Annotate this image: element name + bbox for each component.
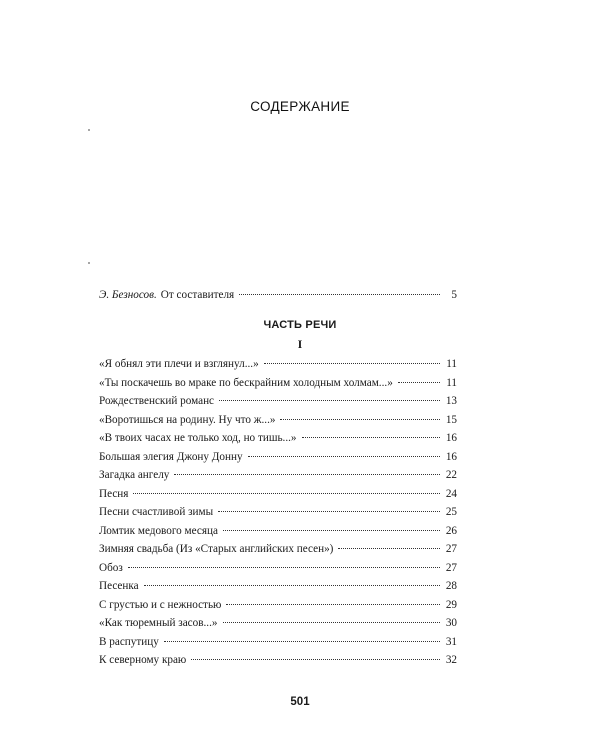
part-title: ЧАСТЬ РЕЧИ: [263, 319, 337, 331]
dot-leader: [128, 567, 440, 568]
section-number: I: [297, 337, 303, 351]
dot-leader: [226, 604, 440, 605]
toc-entry-title: Песенка: [99, 580, 139, 592]
dot-leader: [174, 474, 440, 475]
toc-entry-title: К северному краю: [99, 654, 187, 666]
toc-entry[interactable]: [99, 395, 457, 414]
toc-entry-title: Рождественский романс: [99, 395, 215, 407]
toc-entry-title: Обоз: [99, 561, 123, 574]
toc-entry-page: 30: [445, 617, 457, 629]
toc-entry-title: Ломтик медового месяца: [99, 524, 218, 537]
dot-leader: [191, 659, 440, 660]
toc-entry[interactable]: [99, 654, 457, 673]
toc-entry[interactable]: [99, 451, 457, 470]
toc-entry-title: «Я обнял эти плечи и взглянул...»: [99, 358, 259, 370]
toc-entry-title: Зимняя свадьба (Из «Старых английских песен»): [99, 543, 334, 555]
dot-leader: [223, 622, 441, 623]
toc-entry[interactable]: [99, 377, 457, 396]
toc-entry-page: 32: [445, 654, 457, 666]
toc-entry[interactable]: [99, 469, 457, 488]
toc-entry-title: С грустью и с нежностью: [99, 598, 222, 611]
toc-entry-page: 15: [445, 413, 457, 426]
scan-artifact: [88, 262, 90, 264]
toc-entry-page: 26: [445, 524, 457, 537]
dot-leader: [133, 493, 440, 494]
toc-entry-page: 27: [445, 543, 457, 555]
dot-leader: [280, 419, 440, 420]
toc-entry[interactable]: [99, 488, 457, 507]
toc-entry[interactable]: [99, 414, 457, 433]
toc-entry-title: «В твоих часах не только ход, но тишь...»: [99, 432, 297, 444]
toc-entry[interactable]: [99, 617, 457, 636]
toc-entry-title: «Воротишься на родину. Ну что ж...»: [99, 413, 276, 426]
toc-entry-title: Загадка ангелу: [99, 469, 170, 481]
dot-leader: [398, 382, 440, 383]
toc-entry[interactable]: [99, 358, 457, 377]
toc-entry-title: Большая элегия Джону Донну: [99, 450, 243, 463]
toc-entry[interactable]: [99, 506, 457, 525]
toc-entry-page: 22: [445, 469, 457, 481]
dot-leader: [302, 437, 440, 438]
toc-entry[interactable]: [99, 562, 457, 581]
toc-entry-page: 13: [445, 395, 457, 407]
toc-entry-page: 11: [446, 376, 457, 389]
intro-title: От составителя: [160, 289, 235, 301]
toc-entry-page: 27: [445, 561, 457, 574]
toc-entry-page: 25: [445, 506, 457, 518]
toc-entry[interactable]: [99, 636, 457, 655]
toc-entry-title: В распутицу: [99, 635, 159, 648]
toc-entry-title: «Ты поскачешь во мраке по бескрайним холодным холмам...»: [99, 376, 393, 389]
toc-entry-page: 16: [445, 450, 457, 463]
dot-leader: [164, 641, 440, 642]
dot-leader: [144, 585, 440, 586]
scan-artifact: [88, 129, 90, 131]
dot-leader: [239, 294, 440, 295]
toc-entry-title: Песня: [99, 487, 129, 500]
toc-entry[interactable]: [99, 580, 457, 599]
dot-leader: [218, 511, 440, 512]
toc-entry-page: 11: [446, 358, 457, 370]
toc-entry-page: 31: [445, 635, 457, 648]
toc-intro-entry[interactable]: [99, 289, 457, 305]
toc-entry-page: 28: [445, 580, 457, 592]
dot-leader: [223, 530, 440, 531]
dot-leader: [338, 548, 440, 549]
toc-title: СОДЕРЖАНИЕ: [250, 99, 350, 114]
toc-entry-page: 29: [445, 598, 457, 611]
intro-page: 5: [451, 289, 457, 301]
toc-entry[interactable]: [99, 432, 457, 451]
dot-leader: [264, 363, 440, 364]
dot-leader: [219, 400, 440, 401]
toc-entry[interactable]: [99, 543, 457, 562]
toc-entries-list: [99, 358, 457, 673]
dot-leader: [248, 456, 440, 457]
toc-entry-title: Песни счастливой зимы: [99, 506, 214, 518]
toc-entry[interactable]: [99, 525, 457, 544]
intro-author: Э. Безносов.: [99, 289, 157, 301]
toc-entry-page: 24: [445, 487, 457, 500]
toc-entry[interactable]: [99, 599, 457, 618]
page-number: 501: [290, 696, 310, 708]
toc-entry-title: «Как тюремный засов...»: [99, 617, 218, 629]
toc-entry-page: 16: [445, 432, 457, 444]
